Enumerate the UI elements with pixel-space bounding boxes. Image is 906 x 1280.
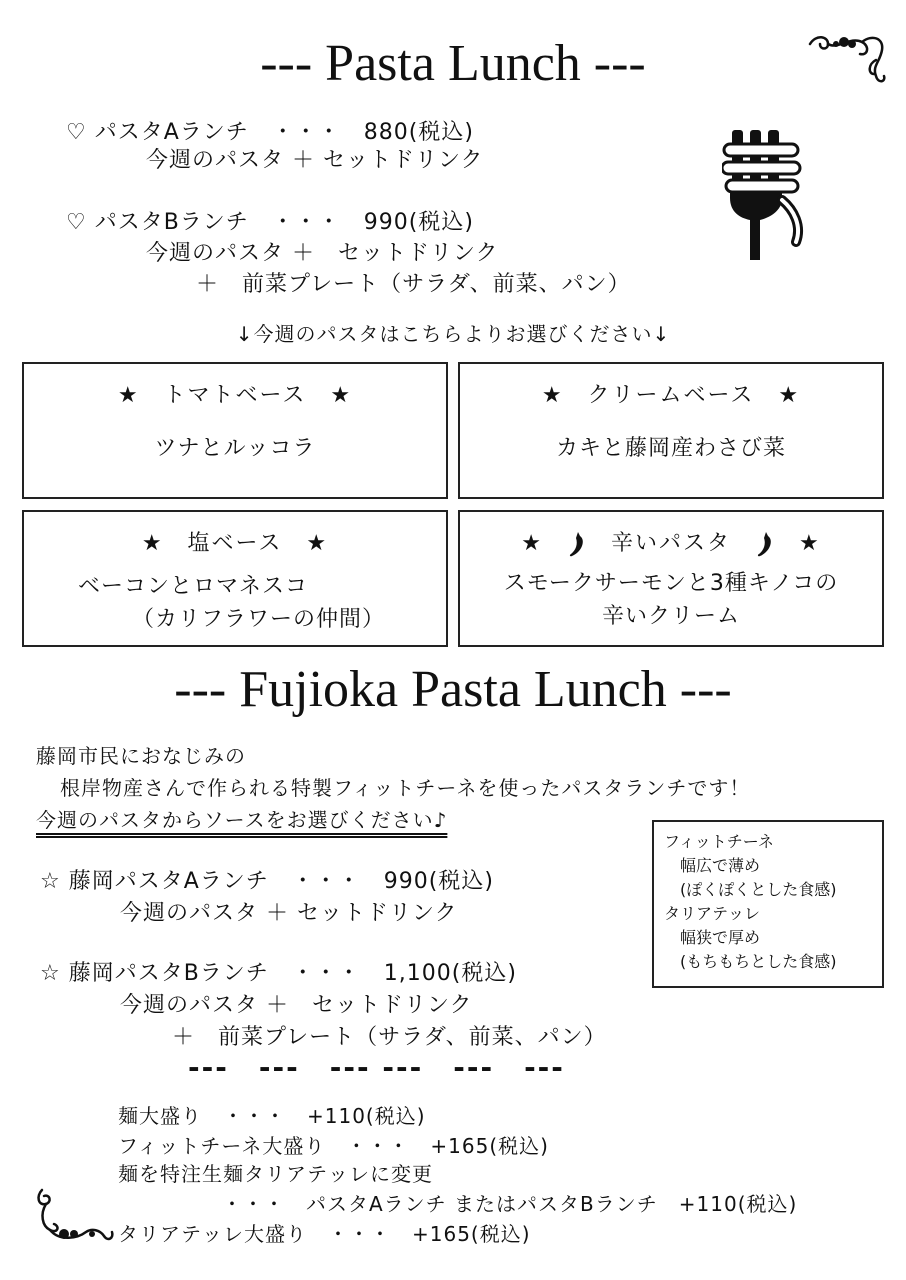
option-change-tagliatelle-price: ・・・ パスタAランチ またはパスタBランチ +110(税込) — [222, 1192, 798, 1216]
lunch-a-desc: 今週のパスタ ＋ セットドリンク — [146, 148, 484, 173]
note-line: (ぽくぽくとした食感) — [664, 880, 837, 899]
fujioka-a-desc: 今週のパスタ ＋ セットドリンク — [120, 901, 458, 926]
spicy-label: 辛いパスタ — [610, 531, 731, 556]
chili-pepper-icon — [566, 530, 588, 558]
option-large-noodles: 麺大盛り ・・・ +110(税込) — [118, 1104, 426, 1128]
lunch-a-name: ♡ パスタAランチ ・・・ 880(税込) — [66, 120, 474, 145]
fujioka-intro-2: 根岸物産さんで作られる特製フィットチーネを使ったパスタランチです！ — [60, 776, 751, 800]
fujioka-b-name: ☆ 藤岡パスタBランチ ・・・ 1,100(税込) — [40, 961, 517, 986]
box-dish: スモークサーモンと3種キノコの — [503, 571, 839, 596]
pasta-box-salt — [22, 510, 448, 647]
star-left: ★ — [521, 531, 543, 556]
option-large-fettuccine: フィットチーネ大盛り ・・・ +165(税込) — [118, 1134, 549, 1158]
pasta-box-tomato — [22, 362, 448, 499]
fujioka-intro-3: 今週のパスタからソースをお選びください♪ — [36, 808, 448, 832]
note-line: (もちもちとした食感) — [664, 952, 837, 971]
fork-pasta-icon — [722, 130, 804, 262]
box-dish: カキと藤岡産わさび菜 — [555, 436, 786, 461]
box-dish: ベーコンとロマネスコ — [78, 574, 309, 599]
fujioka-b-desc: 今週のパスタ ＋ セットドリンク — [120, 993, 473, 1018]
pasta-box-spicy — [458, 510, 884, 647]
divider-dashes: --- --- --- --- --- --- — [188, 1051, 565, 1084]
note-line: フィットチーネ — [664, 832, 774, 851]
box-heading: ★ クリームベース ★ — [541, 383, 801, 408]
box-dish: ツナとルッコラ — [154, 436, 316, 461]
note-line: 幅広で薄め — [664, 856, 761, 875]
option-change-tagliatelle: 麺を特注生麺タリアテッレに変更 — [118, 1162, 433, 1186]
box-heading: ★ トマトベース ★ — [117, 383, 353, 408]
option-large-tagliatelle: タリアテッレ大盛り ・・・ +165(税込) — [118, 1222, 531, 1246]
chili-pepper-icon — [754, 530, 776, 558]
pasta-box-cream — [458, 362, 884, 499]
box-heading: ★ 塩ベース ★ — [141, 531, 329, 556]
note-line: タリアテッレ — [664, 904, 761, 923]
box-dish-line2: 辛いクリーム — [601, 604, 740, 629]
choose-pasta-instruction: ↓今週のパスタはこちらよりお選びください↓ — [235, 322, 671, 346]
lunch-b-desc: 今週のパスタ ＋ セットドリンク — [146, 241, 499, 266]
box-heading — [460, 526, 882, 558]
section-title-fujioka: --- Fujioka Pasta Lunch --- — [174, 661, 732, 718]
lunch-b-name: ♡ パスタBランチ ・・・ 990(税込) — [66, 210, 474, 235]
box-dish-note: （カリフラワーの仲間） — [132, 607, 386, 632]
swirl-ornament-icon — [34, 1186, 116, 1248]
star-right: ★ — [799, 531, 821, 556]
note-line: 幅狭で厚め — [664, 928, 761, 947]
page-title: --- Pasta Lunch --- — [260, 35, 646, 92]
fujioka-intro-1: 藤岡市民におなじみの — [36, 744, 246, 768]
fujioka-a-name: ☆ 藤岡パスタAランチ ・・・ 990(税込) — [40, 869, 494, 894]
fujioka-b-desc2: ＋ 前菜プレート（サラダ、前菜、パン） — [172, 1025, 607, 1050]
noodle-note-box — [652, 820, 884, 988]
lunch-b-desc2: ＋ 前菜プレート（サラダ、前菜、パン） — [196, 272, 631, 297]
